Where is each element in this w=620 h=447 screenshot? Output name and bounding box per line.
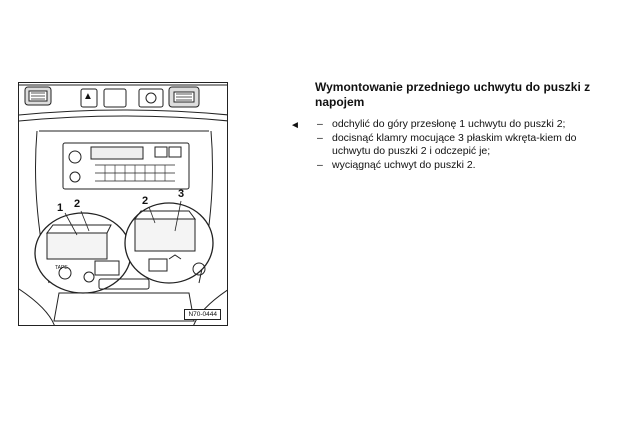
step-text: docisnąć klamry mocujące 3 płaskim wkręta-kiem do uchwytu do puszki 2 i odczepić je; bbox=[332, 131, 577, 158]
step-text: wyciągnąć uchwyt do puszki 2. bbox=[332, 158, 476, 171]
step-dash: – bbox=[317, 118, 323, 130]
step-item bbox=[315, 118, 585, 132]
section-heading: Wymontowanie przedniego uchwytu do puszki z napojem bbox=[315, 80, 591, 109]
figure-code: N70-0444 bbox=[184, 309, 221, 320]
hazard-icon: ▲ bbox=[83, 91, 93, 102]
step-item bbox=[315, 132, 585, 159]
step-text: odchylić do góry przesłonę 1 uchwytu do puszki 2; bbox=[332, 118, 566, 130]
step-dash: – bbox=[317, 158, 323, 171]
callout-1: 1 bbox=[57, 202, 64, 214]
step-dash: – bbox=[317, 131, 323, 144]
dashboard-drawing bbox=[19, 83, 228, 326]
callout-2-right: 2 bbox=[142, 195, 149, 207]
step-item bbox=[315, 159, 585, 173]
radio-tape-label: TAPE bbox=[55, 265, 68, 271]
callout-2-left: 2 bbox=[74, 198, 81, 210]
figure-pointer-icon: ◄ bbox=[290, 120, 300, 131]
step-list bbox=[315, 118, 585, 172]
callout-3: 3 bbox=[178, 188, 185, 200]
cupholder-illustration bbox=[18, 82, 228, 326]
